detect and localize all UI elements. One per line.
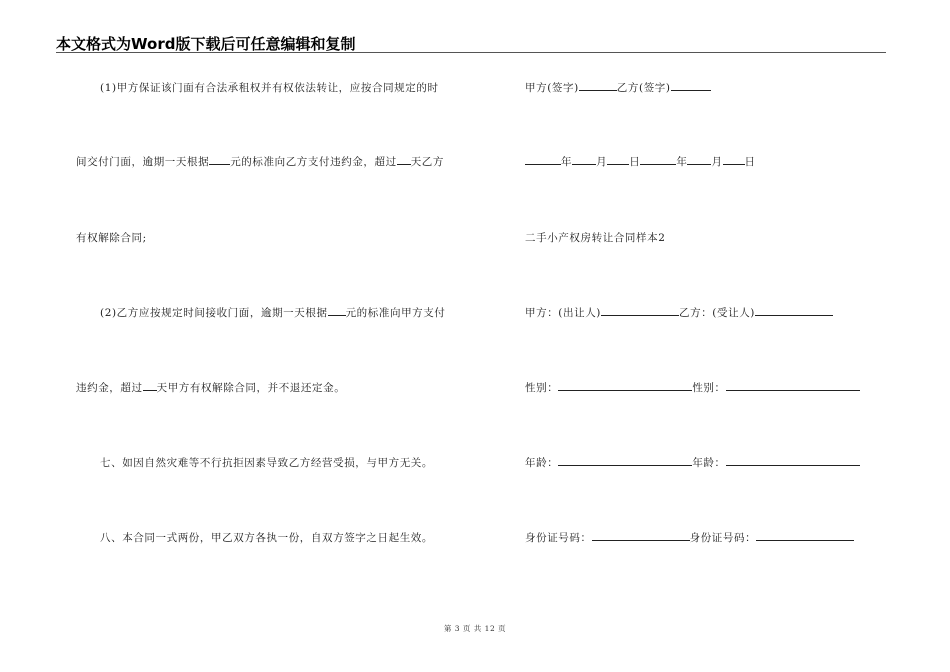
- party-a-name-blank: [601, 305, 679, 316]
- date-line: [525, 154, 756, 169]
- page-number-footer: 第 3 页 共 12 页: [443, 624, 507, 633]
- date-a-day-blank: [607, 154, 629, 165]
- party-b-sign-blank: [671, 80, 711, 91]
- blank-penalty-amount-2: [328, 305, 346, 316]
- party-a-id-blank: [592, 530, 690, 541]
- blank-penalty-amount-1: [209, 154, 230, 165]
- clause-7: 七、如因自然灾难等不行抗拒因素导致乙方经营受损，与甲方无关。: [100, 457, 433, 469]
- party-b-age-label: 年龄：: [692, 457, 726, 469]
- party-a-sign-label: 甲方(签字): [525, 82, 579, 94]
- date-a-month: 月: [596, 156, 608, 168]
- page-header-title: 本文格式为Word版下载后可任意编辑和复制: [56, 35, 356, 53]
- blank-days-1: [397, 154, 411, 165]
- clause-1-line-2-text-c: 天乙方: [410, 156, 445, 168]
- party-a-label: 甲方：(出让人): [525, 307, 601, 319]
- party-b-gender-label: 性别：: [692, 382, 726, 394]
- date-b-month: 月: [711, 156, 723, 168]
- header-divider: [56, 52, 886, 53]
- party-b-age-blank: [726, 455, 860, 466]
- party-b-name-blank: [755, 305, 833, 316]
- date-b-year: 年: [676, 156, 688, 168]
- date-b-day: 日: [744, 156, 756, 168]
- clause-1-line-2: [76, 154, 444, 169]
- party-b-id-label: 身份证号码：: [689, 532, 757, 544]
- sample-title: 二手小产权房转让合同样本2: [525, 232, 666, 244]
- party-b-sign-label: 乙方(签字): [616, 82, 671, 94]
- party-a-gender-blank: [558, 380, 692, 391]
- party-b-gender-blank: [726, 380, 860, 391]
- date-a-year-blank: [525, 154, 561, 165]
- date-b-month-blank: [687, 154, 711, 165]
- clause-1-line-2-text-a: 间交付门面，逾期一天根据: [76, 156, 210, 168]
- date-a-day: 日: [629, 156, 641, 168]
- clause-8: 八、本合同一式两份，甲乙双方各执一份，自双方签字之日起生效。: [100, 532, 433, 544]
- clause-2-line-1-text-b: 元的标准向甲方支付: [345, 307, 446, 319]
- clause-2-line-2-text-a: 违约金，超过: [76, 382, 143, 394]
- date-b-year-blank: [640, 154, 676, 165]
- clause-2-line-2: [76, 380, 345, 395]
- party-b-label: 乙方：(受让人): [679, 307, 755, 319]
- blank-days-2: [143, 380, 157, 391]
- party-a-id-label: 身份证号码：: [525, 532, 592, 544]
- clause-2-line-2-text-b: 天甲方有权解除合同，并不退还定金。: [156, 382, 346, 394]
- clause-1-line-2-text-b: 元的标准向乙方支付违约金，超过: [230, 156, 397, 168]
- party-a-age-label: 年龄：: [525, 457, 559, 469]
- gender-line: [525, 380, 860, 395]
- clause-2-line-1: [100, 305, 445, 320]
- party-a-age-blank: [558, 455, 692, 466]
- signature-line: [525, 80, 711, 95]
- party-b-id-blank: [756, 530, 854, 541]
- clause-2-line-1-text-a: (2)乙方应按规定时间接收门面，逾期一天根据: [100, 307, 328, 319]
- date-a-year: 年: [561, 156, 573, 168]
- parties-line: [525, 305, 833, 320]
- party-a-sign-blank: [579, 80, 617, 91]
- party-a-gender-label: 性别：: [525, 382, 559, 394]
- date-a-month-blank: [572, 154, 596, 165]
- clause-1-line-3: 有权解除合同;: [76, 232, 147, 244]
- age-line: [525, 455, 860, 470]
- clause-1-line-1: (1)甲方保证该门面有合法承租权并有权依法转让，应按合同规定的时: [100, 82, 439, 94]
- id-line: [525, 530, 854, 545]
- date-b-day-blank: [723, 154, 745, 165]
